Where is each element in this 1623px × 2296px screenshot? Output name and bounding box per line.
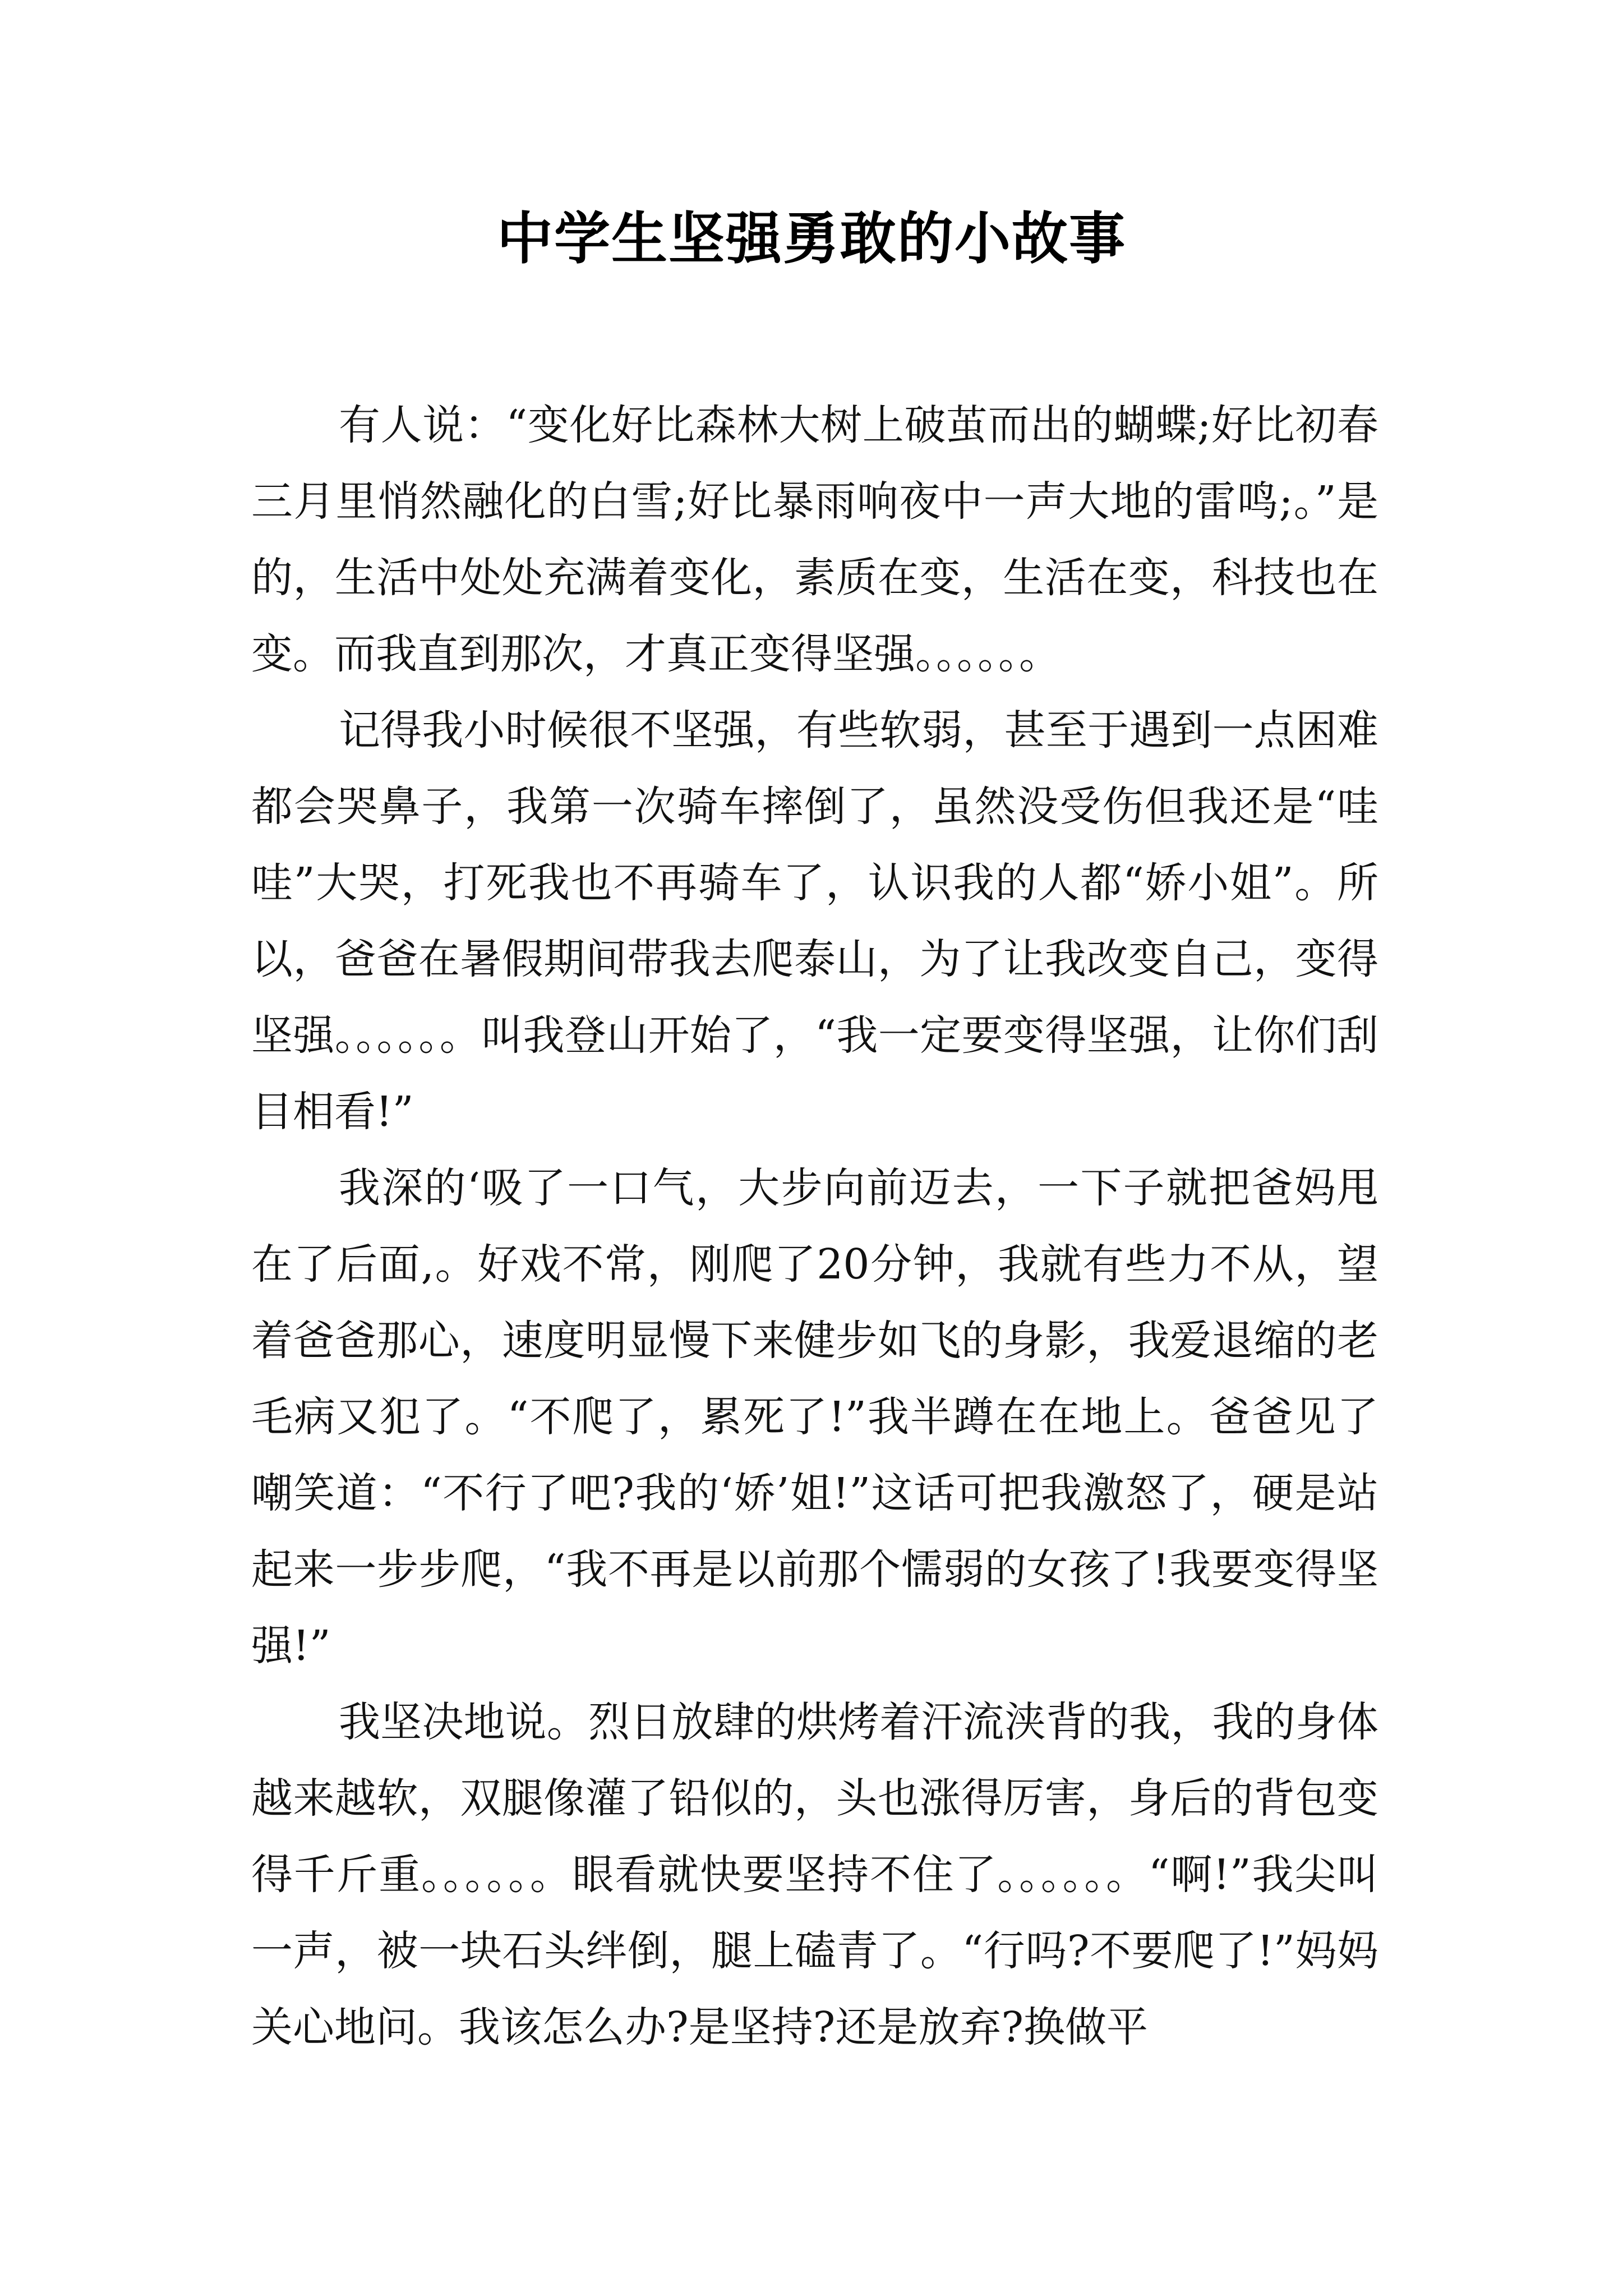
paragraph-1: 有人说：“变化好比森林大树上破茧而出的蝴蝶;好比初春三月里悄然融化的白雪;好比暴雨响夜中一声大地的雷鸣;。”是的，生活中处处充满着变化，素质在变，生活在变，科技也在变。而我直到那次，才真正变得坚强。。。。。。 (251, 401, 1378, 678)
document-title: 中学生坚强勇敢的小故事 (497, 205, 1126, 272)
document-body (251, 387, 1378, 2065)
paragraph-3: 我深的‘吸了一口气，大步向前迈去，一下子就把爸妈甩在了后面,。好戏不常，刚爬了20分钟，我就有些力不从，望着爸爸那心，速度明显慢下来健步如飞的身影，我爱退缩的老毛病又犯了。“不爬了，累死了!”我半蹲在在地上。爸爸见了嘲笑道：“不行了吧?我的‘娇’姐!”这话可把我激怒了，硬是站起来一步步爬，“我不再是以前那个懦弱的女孩了!我要变得坚强!” (251, 1164, 1378, 1670)
paragraph-2: 记得我小时候很不坚强，有些软弱，甚至于遇到一点困难都会哭鼻子，我第一次骑车摔倒了，虽然没受伤但我还是“哇哇”大哭，打死我也不再骑车了，认识我的人都“娇小姐”。所以，爸爸在暑假期间带我去爬泰山，为了让我改变自己，变得坚强。。。。。。叫我登山开始了，“我一定要变得坚强，让你们刮目相看!” (251, 706, 1378, 1136)
paragraph-4: 我坚决地说。烈日放肆的烘烤着汗流浃背的我，我的身体越来越软，双腿像灌了铅似的，头也涨得厉害，身后的背包变得千斤重。。。。。。眼看就快要坚持不住了。。。。。。“啊!”我尖叫一声，被一块石头绊倒，腿上磕青了。“行吗?不要爬了!”妈妈关心地问。我该怎么办?是坚持?还是放弃?换做平 (251, 1698, 1378, 2051)
